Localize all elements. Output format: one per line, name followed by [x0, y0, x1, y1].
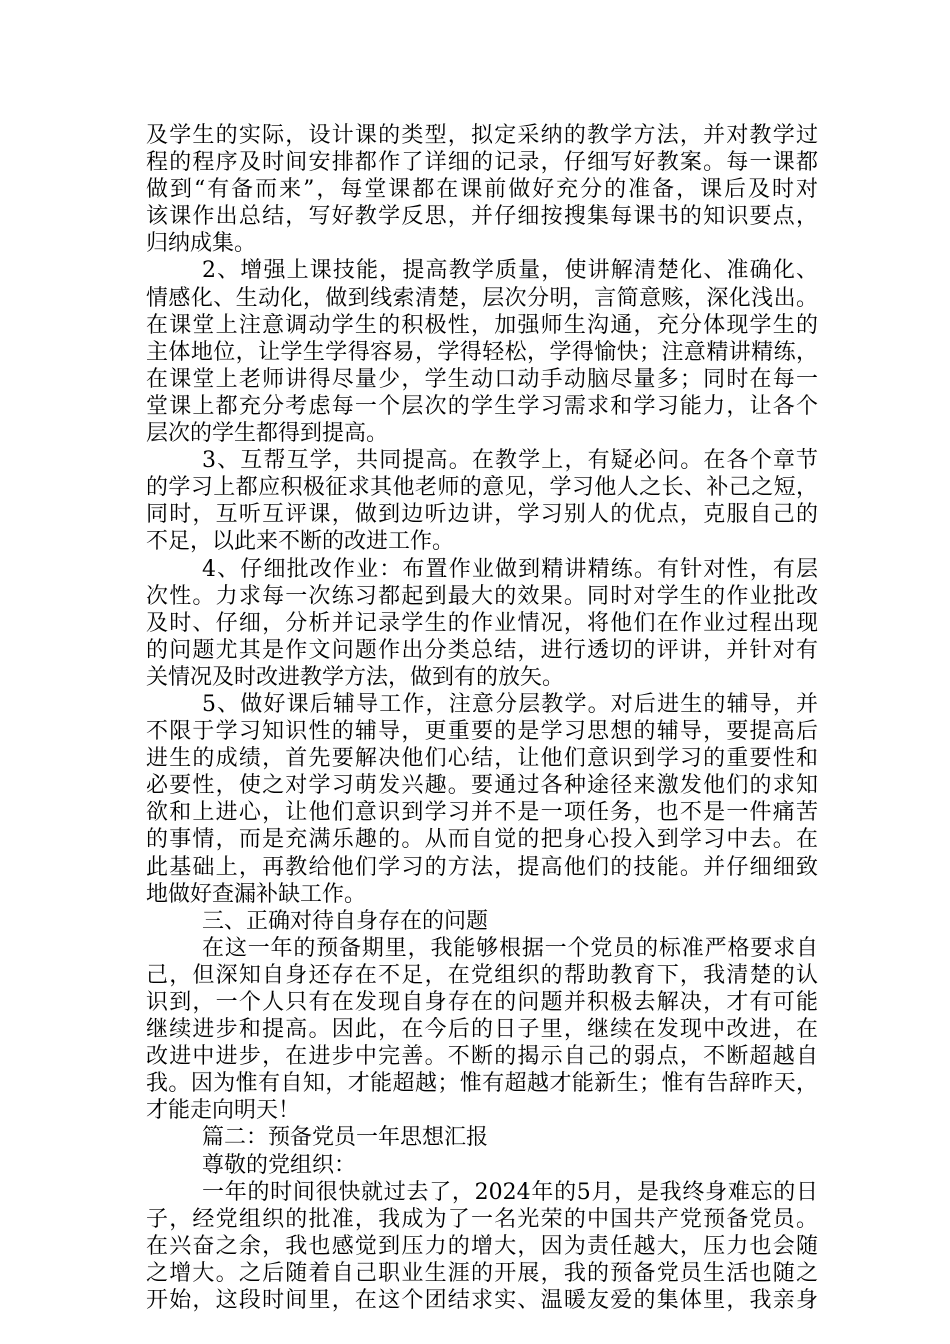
text-line: 开始，这段时间里，在这个团结求实、温暖友爱的集体里，我亲身 — [146, 1288, 818, 1314]
text-line: 地做好查漏补缺工作。 — [146, 881, 367, 907]
text-line: 之增大。之后随着自己职业生涯的开展，我的预备党员生活也随之 — [146, 1260, 818, 1286]
text-line: 在课堂上老师讲得尽量少，学生动口动手动脑尽量多；同时在每一 — [146, 366, 818, 392]
text-line: 尊敬的党组织： — [202, 1152, 357, 1178]
text-line: 程的程序及时间安排都作了详细的记录，仔细写好教案。每一课都 — [146, 150, 818, 176]
text-line: 2、增强上课技能，提高教学质量，使讲解清楚化、准确化、 — [202, 258, 818, 284]
text-line: 层次的学生都得到提高。 — [146, 421, 389, 447]
text-line: 关情况及时改进教学方法，做到有的放矢。 — [146, 664, 565, 690]
text-line: 做到“有备而来”，每堂课都在课前做好充分的准备，课后及时对 — [146, 177, 818, 203]
text-line: 在兴奋之余，我也感觉到压力的增大，因为责任越大，压力也会随 — [146, 1233, 818, 1259]
text-line: 该课作出总结，写好教学反思，并仔细按搜集每课书的知识要点， — [146, 204, 818, 230]
text-line: 此基础上，再教给他们学习的方法，提高他们的技能。并仔细细致 — [146, 854, 818, 880]
text-line: 三、正确对待自身存在的问题 — [202, 908, 489, 934]
text-line: 在这一年的预备期里，我能够根据一个党员的标准严格要求自 — [202, 935, 818, 961]
text-line: 同时，互听互评课，做到边听边讲，学习别人的优点，克服自己的 — [146, 502, 818, 528]
text-line: 在课堂上注意调动学生的积极性，加强师生沟通，充分体现学生的 — [146, 312, 818, 338]
text-line: 次性。力求每一次练习都起到最大的效果。同时对学生的作业批改 — [146, 583, 818, 609]
text-line: 及学生的实际，设计课的类型，拟定采纳的教学方法，并对教学过 — [146, 123, 818, 148]
text-line: 一年的时间很快就过去了，2024年的5月，是我终身难忘的日 — [202, 1179, 818, 1205]
text-line: 识到，一个人只有在发现自身存在的问题并积极去解决，才有可能 — [146, 990, 818, 1015]
text-line: 才能走向明天！ — [146, 1098, 301, 1124]
text-line: 进生的成绩，首先要解决他们心结，让他们意识到学习的重要性和 — [146, 746, 818, 772]
text-line: 的问题尤其是作文问题作出分类总结，进行透切的评讲，并针对有 — [146, 637, 818, 663]
text-line: 的学习上都应积极征求其他老师的意见，学习他人之长、补己之短， — [146, 475, 818, 501]
text-line: 及时、仔细，分析并记录学生的作业情况，将他们在作业过程出现 — [146, 610, 818, 636]
text-line: 己，但深知自身还存在不足，在党组织的帮助教育下，我清楚的认 — [146, 962, 818, 988]
text-line: 子，经党组织的批准，我成为了一名光荣的中国共产党预备党员。 — [146, 1206, 818, 1232]
text-line: 4、仔细批改作业：布置作业做到精讲精练。有针对性，有层 — [202, 556, 818, 582]
text-line: 必要性，使之对学习萌发兴趣。要通过各种途径来激发他们的求知 — [146, 773, 818, 799]
text-line: 改进中进步，在进步中完善。不断的揭示自己的弱点，不断超越自 — [146, 1044, 818, 1070]
text-line: 堂课上都充分考虑每一个层次的学生学习需求和学习能力，让各个 — [146, 393, 818, 419]
text-line: 主体地位，让学生学得容易，学得轻松，学得愉快；注意精讲精练， — [146, 339, 818, 365]
text-line: 归纳成集。 — [146, 231, 257, 257]
text-line: 3、互帮互学，共同提高。在教学上，有疑必问。在各个章节 — [202, 448, 818, 474]
text-line: 欲和上进心，让他们意识到学习并不是一项任务，也不是一件痛苦 — [146, 800, 818, 826]
text-line: 不足，以此来不断的改进工作。 — [146, 529, 455, 555]
text-line: 不限于学习知识性的辅导，更重要的是学习思想的辅导，要提高后 — [146, 719, 818, 745]
document-body — [146, 122, 818, 1314]
text-line: 5、做好课后辅导工作，注意分层教学。对后进生的辅导，并 — [202, 691, 818, 717]
text-line: 的事情，而是充满乐趣的。从而自觉的把身心投入到学习中去。在 — [146, 827, 818, 853]
text-line: 继续进步和提高。因此，在今后的日子里，继续在发现中改进，在 — [146, 1017, 818, 1043]
text-line: 情感化、生动化，做到线索清楚，层次分明，言简意赅，深化浅出。 — [146, 285, 818, 311]
text-line: 我。因为惟有自知，才能超越；惟有超越才能新生；惟有告辞昨天， — [146, 1071, 818, 1097]
text-line: 篇二：预备党员一年思想汇报 — [202, 1125, 489, 1151]
